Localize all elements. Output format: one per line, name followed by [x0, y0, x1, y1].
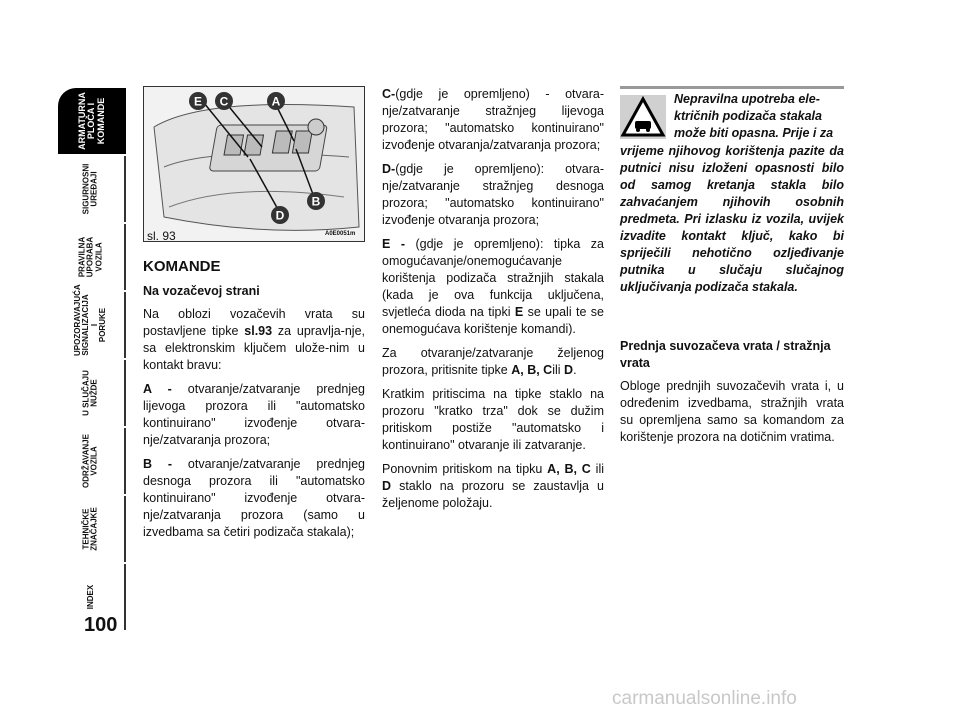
tab-label: INDEX	[85, 584, 95, 610]
chapter-sidebar	[58, 60, 128, 620]
callout-c	[215, 92, 233, 110]
section-title: KOMANDE	[143, 258, 221, 275]
tab-odrzavanje-vozila[interactable]	[58, 428, 126, 494]
page-number: 100	[84, 614, 118, 636]
p1-end: .	[573, 363, 577, 377]
window-switch-figure	[143, 86, 365, 242]
intro-text-end: za upravlja-nje, sa elektronskim ključem ulože-nim u kontakt bravu:	[143, 324, 365, 372]
column-2	[382, 86, 604, 519]
intro-text: Na oblozi vozačevih vrata su postavljene tipke	[143, 307, 365, 338]
p1-mid: ili	[552, 363, 565, 377]
column-1	[143, 258, 365, 548]
item-c-text: (gdje je opremljeno) - otvara-nje/zatvaranje stražnjeg lijevoga prozora; "automatsko kontinuirano" izvođenje otvaranja/zatvaranja prozora;	[382, 87, 604, 152]
tab-label: ARMATURNA PLOČA I KOMANDE	[76, 92, 106, 150]
tab-label: U SLUČAJU NUŽDE	[81, 370, 99, 416]
item-a-key: A -	[143, 382, 188, 396]
item-d	[382, 161, 604, 229]
figure-ref: sl.93	[244, 324, 273, 338]
p3-text: Ponovnim pritiskom na tipku	[382, 462, 548, 476]
tab-pravilna-uporaba[interactable]	[58, 224, 126, 290]
p1-text: Za otvaranje/zatvaranje željenog prozora, pritisnite tipke	[382, 346, 604, 377]
callout-d-label: D	[275, 208, 285, 223]
item-b-text: otvaranje/zatvaranje prednjeg desnoga prozora ili "automatsko kontinuirano" izvođenje otvara-nje/zatvaranja prozora (samo u izvedbama sa četiri podizača stakala);	[143, 457, 365, 539]
item-e-key-inline: E	[514, 305, 524, 319]
tab-sigurnosni-uredaji[interactable]	[58, 156, 126, 222]
item-e-text: (gdje je opremljeno): tipka za omogućavanje/onemogućavanje korištenja podizača stražnjih stakala (kada je ova funkcija uključena, svjetleća dioda na tipki	[382, 237, 604, 319]
callout-c-label: C	[219, 94, 229, 109]
tab-upozoravajuca-signalizacija[interactable]	[58, 284, 126, 358]
callout-b	[307, 192, 325, 210]
paragraph-2: Kratkim pritiscima na tipke staklo na prozoru "kratko trza" dok se dužim pritiskom postiže "automatsko i kontinuirano" otvaranje ili zatvaranje.	[382, 387, 604, 452]
item-e-text-end: se upali te se onemogućava korištenje komandi).	[382, 305, 604, 336]
item-c	[382, 86, 604, 154]
door-panel-illustration	[144, 87, 364, 241]
tab-armaturna-ploca[interactable]	[58, 88, 126, 154]
item-c-key: C-	[382, 87, 396, 101]
warning-triangle-icon	[620, 95, 666, 139]
passenger-doors-title: Prednja suvozačeva vrata / stražnja vrata	[620, 339, 831, 370]
warning-box	[620, 86, 844, 303]
p3-post: staklo na prozoru se zaustavlja u željenome položaju.	[382, 479, 604, 510]
paragraph-3	[382, 461, 604, 512]
warning-heading: Nepravilna upotreba ele-ktričnih podizača stakala može biti opasna. Prije i za	[674, 92, 834, 140]
tab-tehnicke-znacajke[interactable]	[58, 496, 126, 562]
p1-keys: A, B, C	[511, 363, 553, 377]
section-subtitle: Na vozačevoj strani	[143, 284, 260, 298]
callout-b-label: B	[311, 194, 321, 209]
tab-label: SIGURNOSNI UREĐAJI	[81, 163, 99, 215]
tab-label: TEHNIČKE ZNAČAJKE	[81, 507, 99, 551]
item-e-key: E -	[382, 237, 416, 251]
warning-body: vrijeme njihovog korištenja pazite da putnici nisu izloženi opasnosti bilo od samog kretanja stakla bilo zahvaćanjem njihovih osobnih predmeta. Pri izlasku iz vozila, uvijek izvadite kontakt ključ, kako bi spriječili nehotično ozljeđivanje putnika u slučaju slučajnog uključivanja podizača stakala.	[620, 144, 844, 294]
p1-key-d: D	[564, 363, 574, 377]
figure-caption: sl. 93	[147, 229, 176, 243]
tab-label: UPOZORAVAJUĆA SIGNALIZACIJA I PORUKE	[73, 284, 108, 356]
paragraph-1	[382, 345, 604, 379]
tab-label: ODRŽAVANJE VOZILA	[81, 434, 99, 488]
callout-d	[271, 206, 289, 224]
callout-a-label: A	[271, 94, 281, 109]
tab-label: PRAVILNA UPORABA VOZILA	[77, 236, 104, 278]
callout-e-label: E	[193, 94, 203, 109]
passenger-doors-text: Obloge prednjih suvozačevih vrata i, u određenim izvedbama, stražnjih vrata su opremljena samo sa komandom za korištenje prozora na dotičnim vratima.	[620, 379, 844, 444]
figure-code: A0E0051m	[325, 231, 356, 237]
item-d-key: D-	[382, 162, 396, 176]
item-e	[382, 236, 604, 338]
intro-paragraph	[143, 306, 365, 374]
item-d-text: (gdje je opremljeno): otvara-nje/zatvaranje stražnjeg desnoga prozora; "automatsko kontinuirano" izvođenje otvaranja prozora;	[382, 162, 604, 227]
p3-keys: A, B, C	[547, 462, 591, 476]
item-b	[143, 456, 365, 541]
callout-e	[189, 92, 207, 110]
p3-mid: ili	[590, 462, 604, 476]
item-b-key: B -	[143, 457, 188, 471]
item-a	[143, 381, 365, 449]
column-3	[620, 338, 844, 453]
item-a-text: otvaranje/zatvaranje prednjeg lijevoga prozora ili "automatsko kontinuirano" izvođenje otvara-nje/zatvaranja prozora;	[143, 382, 365, 447]
callout-a	[267, 92, 285, 110]
watermark: carmanualsonline.info	[612, 688, 797, 709]
p3-key-d: D	[382, 479, 392, 493]
tab-u-slucaju-nuzde[interactable]	[58, 360, 126, 426]
